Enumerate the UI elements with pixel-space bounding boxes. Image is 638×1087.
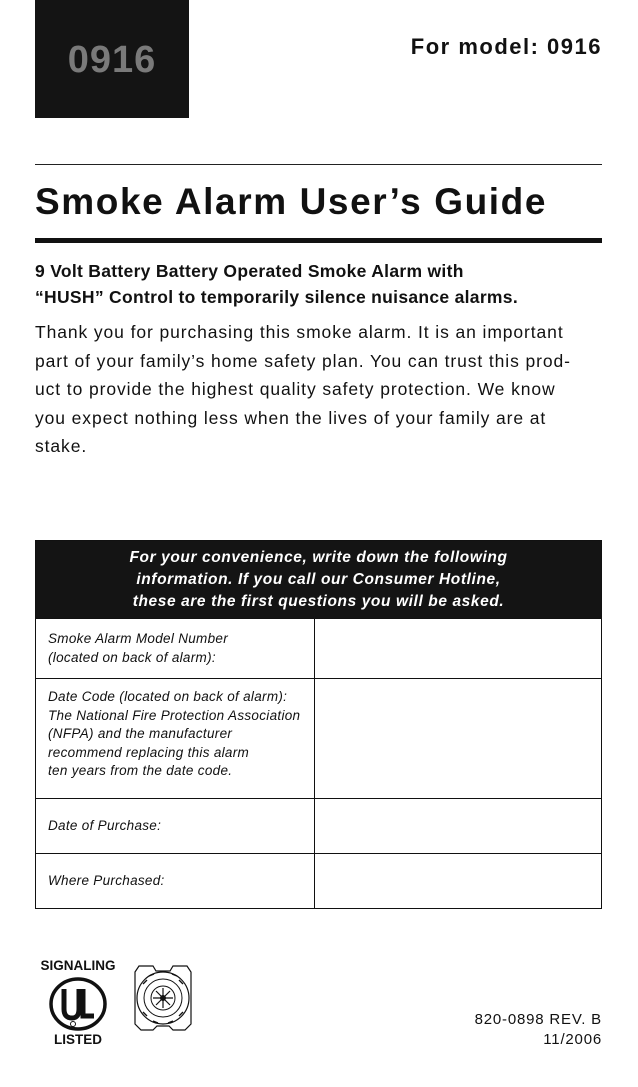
info-record-table (35, 540, 602, 909)
document-subtitle (35, 258, 605, 310)
date-code-entry-field[interactable] (316, 679, 601, 798)
info-table-header (36, 541, 601, 619)
where-purchased-entry-field[interactable] (316, 854, 601, 908)
table-row-date-of-purchase (36, 798, 601, 853)
info-header-line: For your convenience, write down the following (129, 549, 508, 566)
intro-line: Thank you for purchasing this smoke alarm. It is an important (35, 322, 564, 342)
info-header-line: these are the first questions you will be asked. (132, 593, 505, 610)
model-number-box (35, 0, 189, 118)
table-row-date-code (36, 678, 601, 798)
model-number-box-text: 0916 (67, 38, 157, 81)
label-line: (located on back of alarm): (48, 649, 216, 665)
revision-number: 820-0898 REV. B (474, 1011, 602, 1028)
revision-date: 11/2006 (543, 1031, 602, 1048)
document-title: Smoke Alarm User’s Guide (35, 181, 548, 222)
ul-listed-text: LISTED (53, 1032, 102, 1047)
state-fire-marshal-seal-icon (129, 962, 197, 1034)
intro-line: stake. (35, 436, 88, 456)
label-line: The National Fire Protection Association (48, 707, 301, 723)
revision-block (475, 1010, 602, 1050)
label-line: ten years from the date code. (48, 763, 233, 778)
label-line: Date of Purchase: (48, 817, 162, 833)
intro-line: you expect nothing less when the lives of your family are at (35, 407, 547, 428)
label-line: Where Purchased: (48, 872, 165, 888)
label-line: Smoke Alarm Model Number (48, 631, 229, 646)
intro-line: part of your family’s home safety plan. You can trust this prod- (35, 350, 571, 371)
ul-signaling-text: SIGNALING (40, 958, 116, 973)
table-row-model-number (36, 618, 601, 678)
intro-paragraph (35, 318, 607, 461)
label-line: recommend replacing this alarm (48, 744, 250, 760)
model-number-entry-field[interactable] (316, 619, 601, 678)
where-purchased-label (36, 854, 315, 908)
ul-listing-mark (38, 958, 118, 1052)
label-line: Date Code (located on back of alarm): (48, 689, 288, 704)
subtitle-line: 9 Volt Battery Battery Operated Smoke Alarm with (35, 261, 464, 281)
ul-listing-mark-icon (46, 976, 110, 1032)
model-number-label (36, 619, 315, 678)
date-of-purchase-entry-field[interactable] (316, 799, 601, 853)
intro-line: uct to provide the highest quality safety protection. We know (35, 379, 556, 399)
info-header-line: information. If you call our Consumer Hotline, (136, 571, 501, 588)
label-line: (NFPA) and the manufacturer (48, 726, 233, 741)
header-divider (35, 164, 602, 165)
subtitle-line: “HUSH” Control to temporarily silence nuisance alarms. (35, 287, 518, 307)
date-of-purchase-label (36, 799, 315, 853)
title-divider (35, 238, 602, 243)
date-code-label (36, 679, 315, 798)
for-model-heading: For model: 0916 (410, 34, 602, 59)
table-row-where-purchased (36, 853, 601, 908)
